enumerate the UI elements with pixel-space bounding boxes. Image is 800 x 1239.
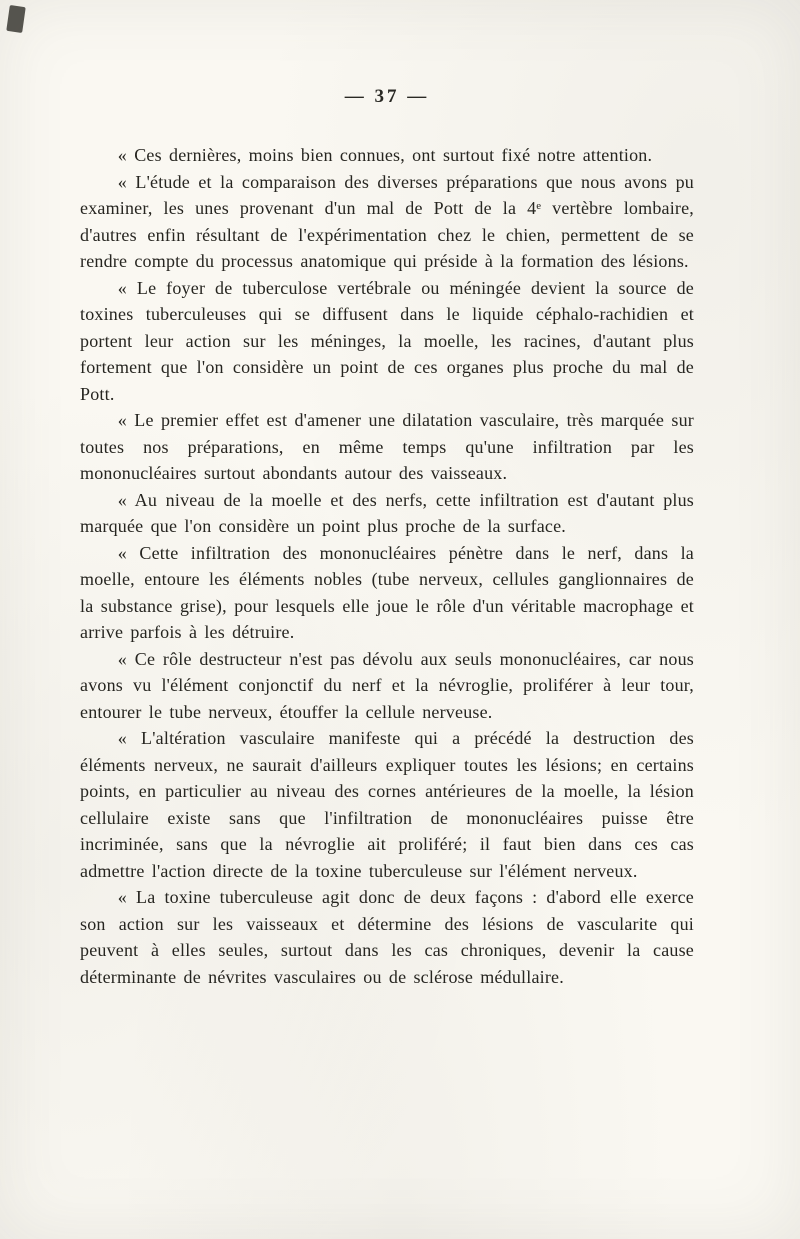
paragraph: « La toxine tuberculeuse agit donc de deux façons : d'abord elle exerce son action sur les vaisseaux et détermine des lésions de vascularite qui peuvent à elles seules, surtout dans les cas chroniques, devenir la cause déterminante de névrites vasculaires ou de sclérose médullaire. (80, 887, 694, 987)
paragraph: « L'étude et la comparaison des diverses préparations que nous avons pu examiner, les unes provenant d'un mal de Pott de la 4ᵉ vertèbre lombaire, d'autres enfin résultant de l'expérimentation chez le chien, permettent de se rendre compte du processus anatomique qui préside à la formation des lésions. (80, 171, 694, 271)
paragraph: « Cette infiltration des mononucléaires pénètre dans le nerf, dans la moelle, entoure les éléments nobles (tube nerveux, cellules ganglionnaires de la substance grise), pour lesquels elle joue le rôle d'un véritable macrophage et arrive parfois à les détruire. (80, 542, 694, 642)
page-body (80, 142, 694, 990)
paragraph: « Ce rôle destructeur n'est pas dévolu aux seuls mononucléaires, car nous avons vu l'élément conjonctif du nerf et la névroglie, proliférer à leur tour, entourer le tube nerveux, étouffer la cellule nerveuse. (80, 648, 694, 722)
paragraph: « Au niveau de la moelle et des nerfs, cette infiltration est d'autant plus marquée que l'on considère un point plus proche de la surface. (80, 489, 694, 536)
page-number: — 37 — (344, 86, 430, 107)
scan-artifact (6, 5, 25, 33)
paragraph: « Le premier effet est d'amener une dilatation vasculaire, très marquée sur toutes nos préparations, en même temps qu'une infiltration par les mononucléaires surtout abondants autour des vaisseaux. (80, 410, 694, 483)
paragraph: « Ces dernières, moins bien connues, ont surtout fixé notre attention. (117, 145, 653, 165)
paragraph: « L'altération vasculaire manifeste qui a précédé la destruction des éléments nerveux, ne saurait d'ailleurs expliquer toutes les lésions; en certains points, en particulier au niveau des cornes antérieures de la moelle, la lésion cellulaire existe sans que l'infiltration de mononucléaires puisse être incriminée, sans que la névroglie ait proliféré; il faut bien dans ces cas admettre l'action directe de la toxine tuberculeuse sur l'élément nerveux. (80, 728, 694, 881)
paragraph: « Le foyer de tuberculose vertébrale ou méningée devient la source de toxines tuberculeuses qui se diffusent dans le liquide céphalo-rachidien et portent leur action sur les méninges, la moelle, les racines, d'autant plus fortement que l'on considère un point de ces organes plus proche du mal de Pott. (80, 277, 694, 404)
